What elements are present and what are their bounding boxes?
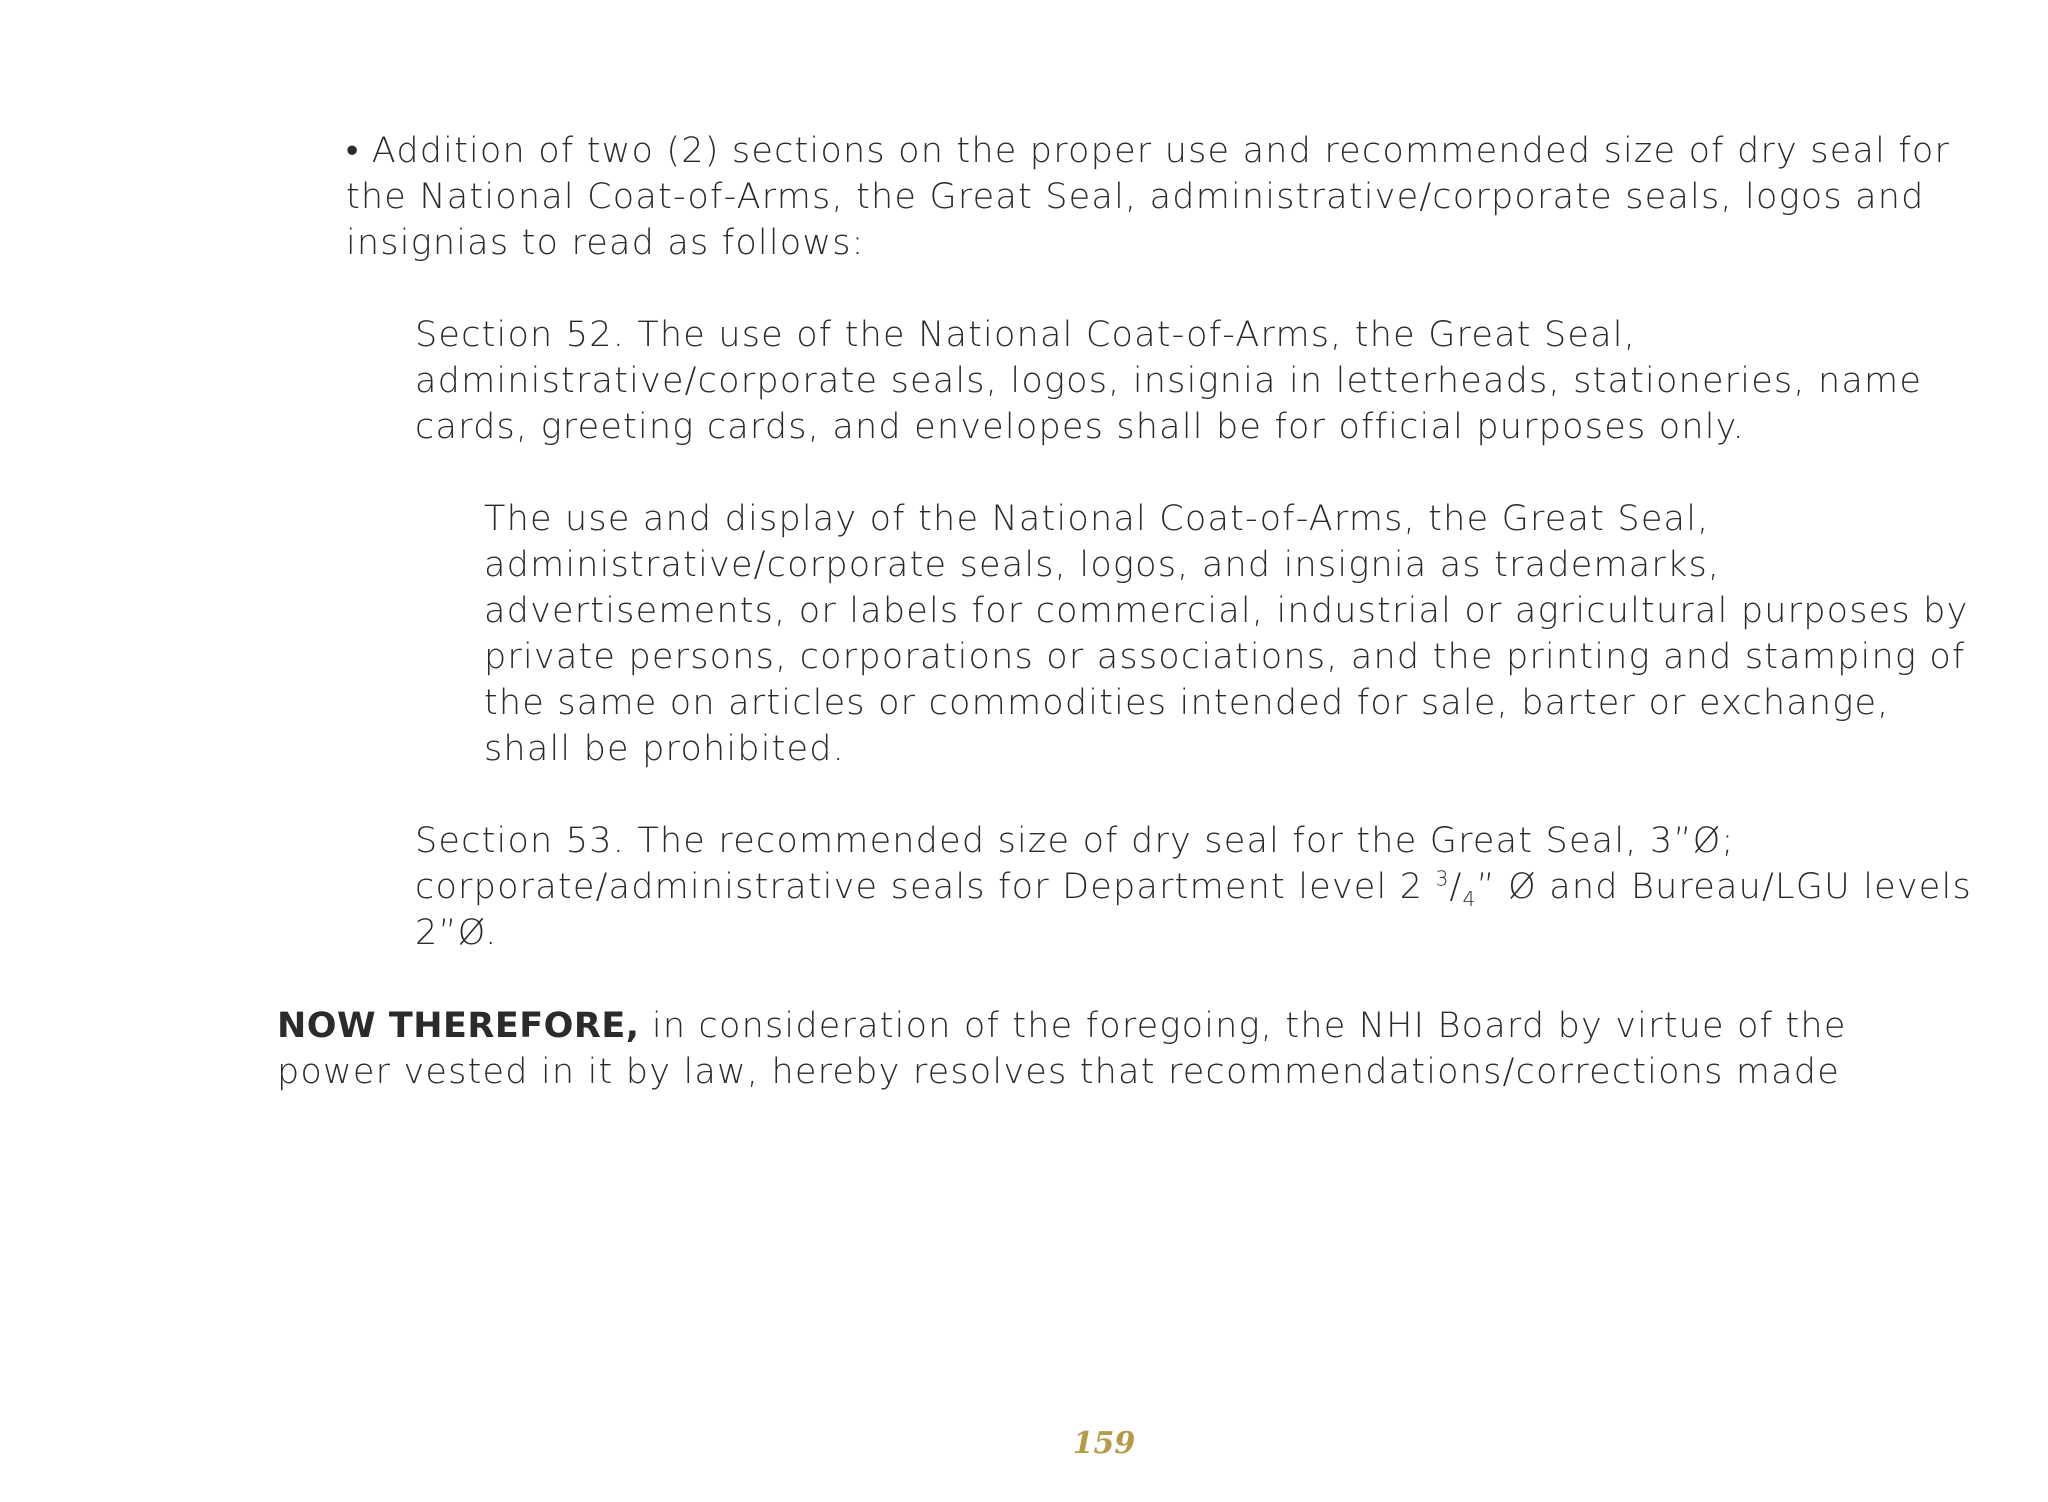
page-number: 159 <box>1072 1426 1136 1461</box>
fraction-three-quarters <box>1435 866 1477 911</box>
fraction-denominator: 4 <box>1462 887 1477 911</box>
section-53-text-after: ” Ø and Bureau/LGU levels 2”Ø. <box>415 867 1972 953</box>
section-52-prohibition-paragraph: The use and display of the National Coat-of-Arms, the Great Seal, administrative/corporate seals, logos, and insignia as trademarks, advertisements, or labels for commercial, industrial or agricultural purposes by private persons, corporations or associations, and the printing and stamping of the same on articles or commodities intended for sale, barter or exchange, shall be prohibited. <box>484 499 1969 769</box>
bullet-paragraph <box>346 128 1986 266</box>
section-53-text-before: Section 53. The recommended size of dry seal for the Great Seal, 3”Ø; corporate/administrative seals for Department level 2 <box>415 821 1735 907</box>
fraction-numerator: 3 <box>1435 866 1450 891</box>
section-53-paragraph <box>415 818 1985 956</box>
bullet-symbol: • <box>346 131 360 171</box>
section-52-paragraph: Section 52. The use of the National Coat-of-Arms, the Great Seal, administrative/corporate seals, logos, insignia in letterheads, stationeries, name cards, greeting cards, and envelopes shall be for official purposes only. <box>415 315 1923 447</box>
resolution-paragraph <box>277 1003 1967 1095</box>
fraction-slash: / <box>1449 867 1463 907</box>
resolution-text: in consideration of the foregoing, the NHI Board by virtue of the power vested in it by law, hereby resolves that recommendations/corrections made <box>277 1006 1847 1092</box>
bullet-text: Addition of two (2) sections on the proper use and recommended size of dry seal for the National Coat-of-Arms, the Great Seal, administrative/corporate seals, logos and insignias to read as follows: <box>346 131 1951 263</box>
now-therefore-heading: NOW THEREFORE, <box>277 1006 640 1046</box>
